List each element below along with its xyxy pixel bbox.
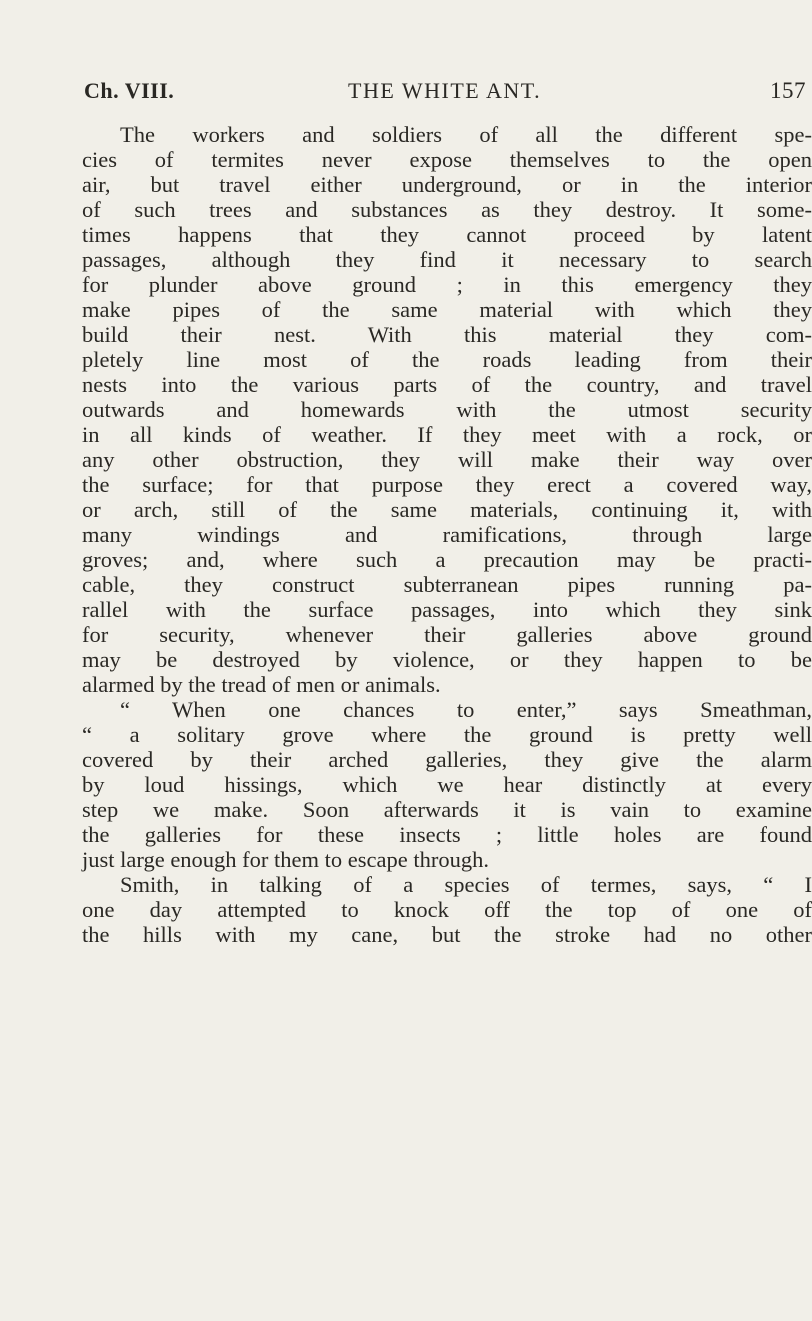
text-line: outwards and homewards with the utmost security: [82, 397, 812, 422]
text-line: build their nest. With this material they com-: [82, 322, 812, 347]
text-line: by loud hissings, which we hear distinctly at every: [82, 772, 812, 797]
text-line: passages, although they find it necessary to search: [82, 247, 812, 272]
text-line: times happens that they cannot proceed by latent: [82, 222, 812, 247]
text-line: make pipes of the same material with which they: [82, 297, 812, 322]
running-title: THE WHITE ANT.: [348, 78, 542, 103]
running-header: [84, 78, 806, 108]
text-line: cies of termites never expose themselves to the open: [82, 147, 812, 172]
text-line: just large enough for them to escape through.: [82, 847, 489, 872]
text-line: of such trees and substances as they destroy. It some-: [82, 197, 812, 222]
text-line: “ When one chances to enter,” says Smeathman,: [120, 697, 812, 722]
body-text: [82, 122, 812, 947]
text-line: may be destroyed by violence, or they happen to be: [82, 647, 812, 672]
text-line: alarmed by the tread of men or animals.: [82, 672, 441, 697]
text-line: groves; and, where such a precaution may be practi-: [82, 547, 812, 572]
text-line: air, but travel either underground, or in the interior: [82, 172, 812, 197]
text-line: any other obstruction, they will make their way over: [82, 447, 812, 472]
text-line: the surface; for that purpose they erect a covered way,: [82, 472, 812, 497]
chapter-label: Ch. VIII.: [84, 78, 175, 103]
text-line: nests into the various parts of the country, and travel: [82, 372, 812, 397]
page-number: 157: [770, 78, 806, 103]
text-line: “ a solitary grove where the ground is pretty well: [82, 722, 812, 747]
text-line: many windings and ramifications, through large: [82, 522, 812, 547]
text-line: or arch, still of the same materials, continuing it, with: [82, 497, 812, 522]
text-line: covered by their arched galleries, they give the alarm: [82, 747, 812, 772]
text-line: step we make. Soon afterwards it is vain to examine: [82, 797, 812, 822]
text-line: the galleries for these insects ; little holes are found: [82, 822, 812, 847]
text-line: The workers and soldiers of all the different spe-: [120, 122, 812, 147]
text-line: one day attempted to knock off the top of one of: [82, 897, 812, 922]
text-line: rallel with the surface passages, into which they sink: [82, 597, 812, 622]
text-line: for plunder above ground ; in this emergency they: [82, 272, 812, 297]
text-line: in all kinds of weather. If they meet with a rock, or: [82, 422, 812, 447]
text-line: the hills with my cane, but the stroke had no other: [82, 922, 812, 947]
text-line: Smith, in talking of a species of termes, says, “ I: [120, 872, 812, 897]
text-line: for security, whenever their galleries above ground: [82, 622, 812, 647]
text-line: pletely line most of the roads leading from their: [82, 347, 812, 372]
text-line: cable, they construct subterranean pipes running pa-: [82, 572, 812, 597]
